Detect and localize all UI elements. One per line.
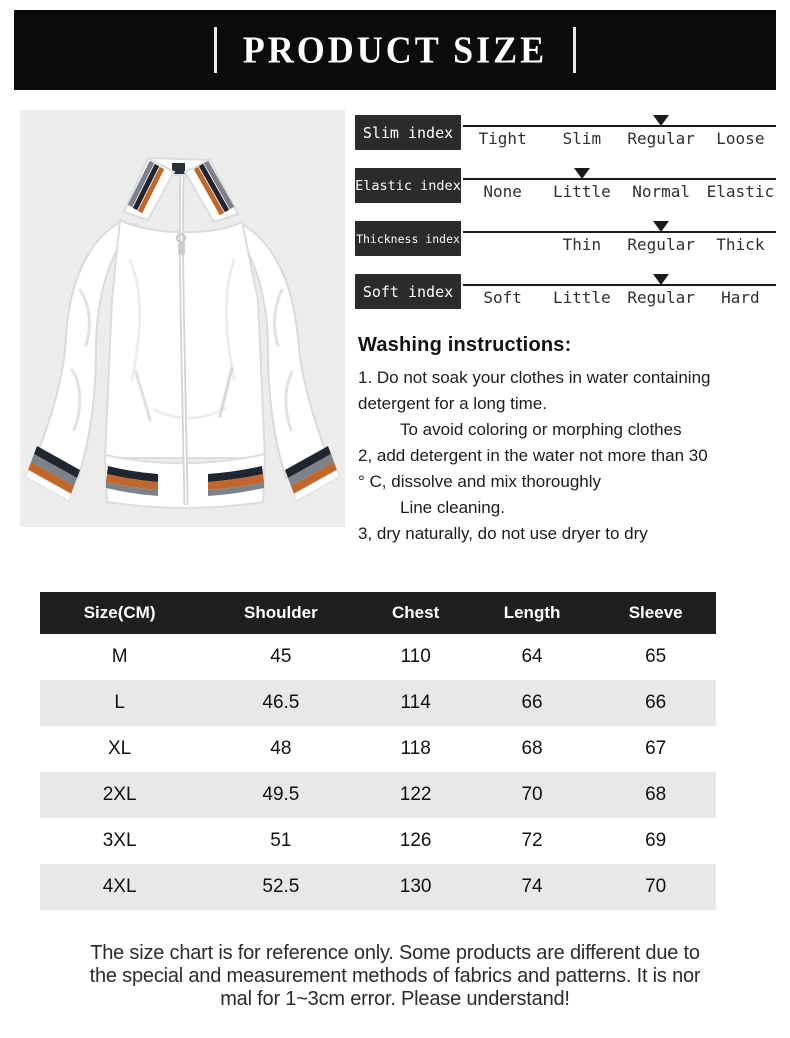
washing-line: detergent for a long time. [358,394,548,413]
column-header-sleeve: Sleeve [595,592,716,634]
scale-option: Soft [483,288,522,307]
index-row-soft [355,274,780,310]
cell-size: 4XL [102,876,137,897]
index-row-elastic [355,168,780,204]
cell-sleeve: 68 [645,784,667,805]
cell-sleeve: 65 [645,646,667,667]
cell-length: 72 [521,830,543,851]
table-row [40,772,716,818]
scale-arrow-icon [653,274,669,285]
cell-chest: 110 [400,646,431,667]
column-header-chest: Chest [363,592,469,634]
scale-option: Thick [716,235,765,254]
scale-option: Slim [562,129,602,148]
jacket-illustration [20,110,345,527]
cell-shoulder: 45 [270,646,292,667]
column-header-shoulder: Shoulder [199,592,362,634]
disclaimer-line: The size chart is for reference only. Some products are different due to [90,942,700,964]
elastic-index-scale [463,168,780,201]
scale-option: Loose [716,129,765,148]
scale-arrow-icon [574,168,590,179]
washing-line: Line cleaning. [400,498,505,517]
scale-option: Normal [632,182,691,201]
washing-line: 3, dry naturally, do not use dryer to dry [358,524,648,543]
index-row-thickness [355,221,780,257]
washing-line: 2, add detergent in the water not more than 30 [358,446,708,465]
cell-length: 70 [521,784,543,805]
scale-option: Regular [627,235,695,254]
scale-line [463,125,776,127]
disclaimer-line: mal for 1~3cm error. Please understand! [220,988,570,1010]
thickness-index-scale [463,221,780,254]
elastic-index-label: Elastic index [355,168,461,203]
cell-chest: 114 [400,692,431,713]
table-header-row [40,592,716,634]
cell-size: L [114,692,125,713]
column-header-size: Size(CM) [40,592,199,634]
scale-arrow-icon [653,115,669,126]
scale-option: Regular [627,288,695,307]
cell-size: 2XL [102,784,137,805]
cell-chest: 122 [399,784,432,805]
cell-sleeve: 67 [645,738,667,759]
soft-index-scale [463,274,780,307]
page-header [14,10,776,90]
title-right-bar [573,27,576,73]
scale-option: Little [552,288,611,307]
scale-arrow-icon [653,221,669,232]
slim-index-label: Slim index [355,115,461,150]
cell-length: 74 [521,876,543,897]
scale-line [463,231,776,233]
cell-chest: 130 [399,876,432,897]
disclaimer-line: the special and measurement methods of fabrics and patterns. It is nor [89,965,701,987]
soft-index-label: Soft index [355,274,461,309]
cell-shoulder: 48 [270,738,292,759]
slim-index-scale [463,115,780,148]
table-row [40,818,716,864]
cell-sleeve: 69 [645,830,667,851]
scale-option: Little [552,182,611,201]
washing-instructions [358,334,782,547]
cell-shoulder: 51 [270,830,292,851]
size-chart-table [40,592,716,910]
column-header-length: Length [469,592,596,634]
table-row [40,864,716,910]
cell-length: 68 [521,738,543,759]
cell-size: XL [107,738,132,759]
cell-shoulder: 52.5 [262,876,300,897]
table-row [40,634,716,680]
page-title: PRODUCT SIZE [242,29,548,71]
thickness-index-label: Thickness index [355,221,461,256]
cell-chest: 118 [400,738,431,759]
scale-option: Hard [721,288,760,307]
cell-shoulder: 46.5 [262,692,300,713]
washing-line: 1. Do not soak your clothes in water containing [358,368,711,387]
scale-line [463,284,776,286]
scale-line [463,178,776,180]
index-row-slim [355,115,780,151]
cell-size: M [111,646,128,667]
cell-size: 3XL [102,830,137,851]
disclaimer [0,942,790,1011]
cell-length: 66 [521,692,543,713]
washing-title: Washing instructions: [358,334,572,356]
cell-sleeve: 70 [645,876,667,897]
cell-length: 64 [521,646,543,667]
table-row [40,726,716,772]
scale-option: None [483,182,522,201]
scale-option: Regular [627,129,695,148]
washing-line: ° C, dissolve and mix thoroughly [358,472,602,491]
title-left-bar [214,27,217,73]
scale-option: Thin [562,235,602,254]
index-scales [355,115,780,327]
table-row [40,680,716,726]
product-photo [20,110,345,527]
cell-sleeve: 66 [645,692,667,713]
scale-option: Tight [478,129,527,148]
washing-line: To avoid coloring or morphing clothes [400,420,682,439]
scale-option: Elastic [706,182,775,201]
cell-shoulder: 49.5 [262,784,300,805]
cell-chest: 126 [399,830,432,851]
